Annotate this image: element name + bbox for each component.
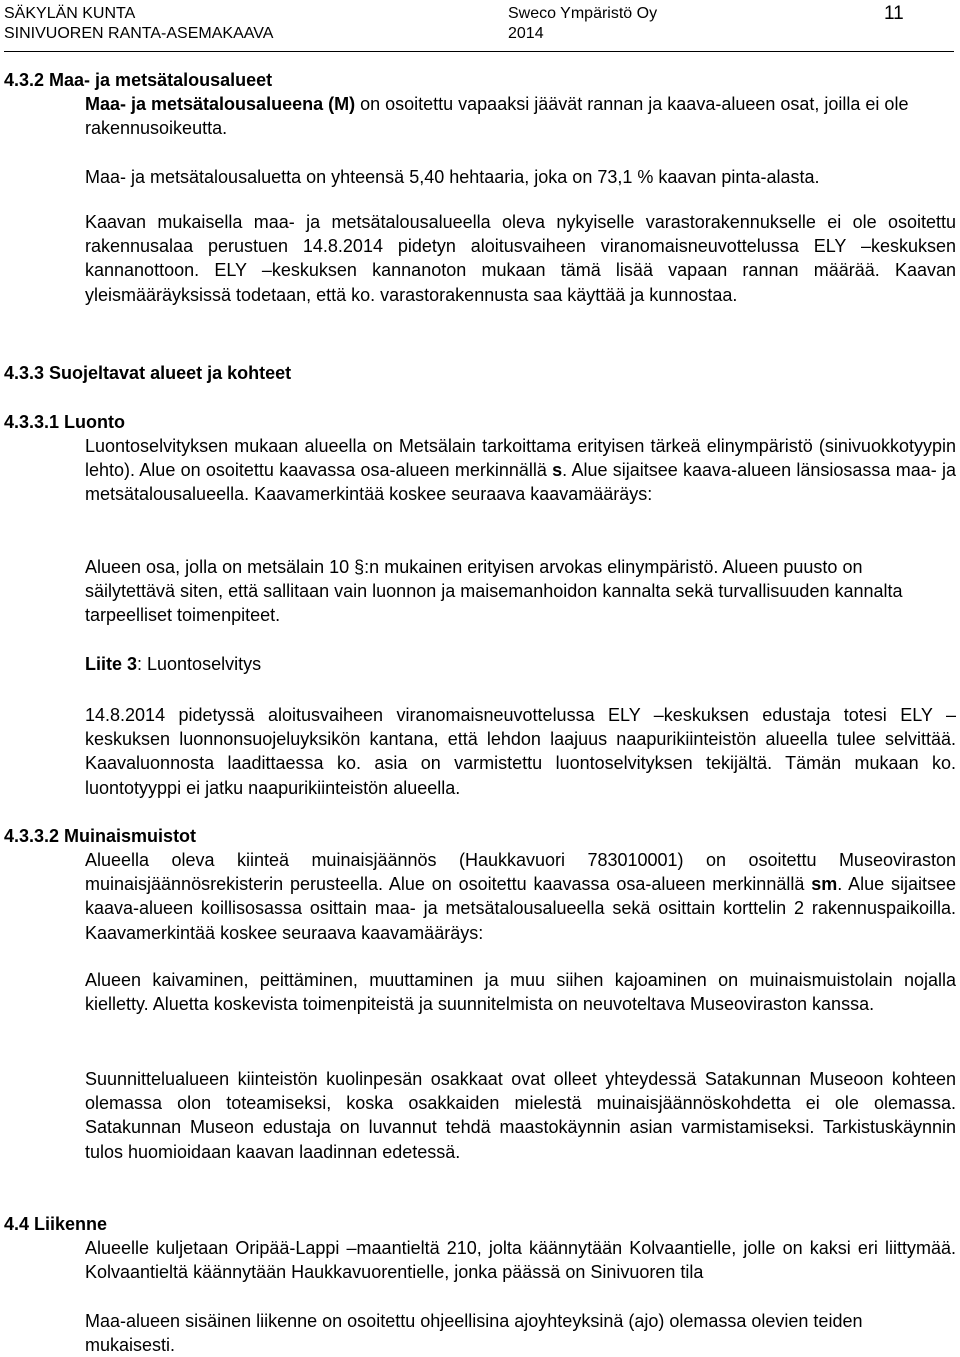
paragraph-4-3-3-1-negotiation: 14.8.2014 pidetyssä aloitusvaiheen viranomaisneuvottelussa ELY –keskuksen edustaja totesi ELY –keskuksen luonnonsuojeluyksikön kantana, että lehdon laajuus naapurikiinteistön alueella tulee selvittää. Kaavaluonnosta laadittaessa ko. asia on varmistettu luontoselvityksen tekijältä. Tämän mukaan ko. luontotyyppi ei jatku naapurikiinteistön alueella. xyxy=(85,705,956,798)
paragraph-4-3-3-2-regulation: Alueen kaivaminen, peittäminen, muuttaminen ja muu siihen kajoaminen on muinaismuistolain nojalla kielletty. Aluetta koskevista toimenpiteistä ja suunnitelmista on neuvoteltava Museoviraston kanssa. xyxy=(85,970,956,1015)
consultant-name: Sweco Ympäristö Oy xyxy=(508,5,658,22)
section-heading-4-3-3: 4.3.3 Suojeltavat alueet ja kohteet xyxy=(4,363,292,383)
appendix-title: : Luontoselvitys xyxy=(137,654,262,674)
paragraph-4-3-2-intro xyxy=(85,92,956,140)
paragraph-text: . Alue sijaitsee kaava-alueen länsiosassa maa- ja metsätalousalueella. Kaavamerkintää koskee seuraava kaavamääräys: xyxy=(85,460,956,505)
paragraph-text: . Alue sijaitsee kaava-alueen koillisosassa osittain maa- ja metsätalousalueella sekä osittain korttelin 2 rakennuspaikoilla. Kaavamerkintää koskee seuraava kaavamääräys: xyxy=(85,874,956,943)
section-heading-4-4: 4.4 Liikenne xyxy=(4,1214,108,1234)
appendix-reference xyxy=(85,652,956,676)
header-left xyxy=(4,4,273,44)
plan-name: SINIVUOREN RANTA-ASEMAKAAVA xyxy=(4,25,274,42)
appendix-label: Liite 3 xyxy=(85,654,138,674)
paragraph-text: on osoitettu vapaaksi jäävät rannan ja kaava-alueen osat, joilla ei ole rakennusoikeutta. xyxy=(85,94,909,139)
section-heading-4-3-3-1: 4.3.3.1 Luonto xyxy=(4,412,126,432)
header-divider xyxy=(4,51,954,52)
paragraph-4-3-3-1-regulation: Alueen osa, jolla on metsälain 10 §:n mukainen erityisen arvokas elinympäristö. Alueen puusto on säilytettävä siten, että sallitaan vain luonnon ja maisemanhoidon kannalta sekä turvallisuuden kannalta tarpeelliset toimenpiteet. xyxy=(85,557,903,626)
section-heading-4-3-2: 4.3.2 Maa- ja metsätalousalueet xyxy=(4,70,273,90)
paragraph-4-3-3-2-museum: Suunnittelualueen kiinteistön kuolinpesän osakkaat ovat olleet yhteydessä Satakunnan Museoon kohteen olemassa olon toteamiseksi, koska osakkaiden mielestä muinaisjäännöskohdetta ei ole olemassa. Satakunnan Museon edustaja on luvannut tehdä maastokäynnin asian varmistamiseksi. Tarkistuskäynnin tulos huomioidaan kaavan laadinnan edetessä. xyxy=(85,1069,956,1162)
municipality-name: SÄKYLÄN KUNTA xyxy=(4,5,136,22)
paragraph-4-4-internal-traffic: Maa-alueen sisäinen liikenne on osoitettu ohjeellisina ajoyhteyksinä (ajo) olemassa olevien teiden mukaisesti. xyxy=(85,1311,863,1356)
paragraph-4-3-2-area: Maa- ja metsätalousaluetta on yhteensä 5,40 hehtaaria, joka on 73,1 % kaavan pinta-alasta. xyxy=(85,167,820,187)
section-heading-4-3-3-2: 4.3.3.2 Muinaismuistot xyxy=(4,826,197,846)
paragraph-4-3-2-storage: Kaavan mukaisella maa- ja metsätalousalueella oleva nykyiselle varastorakennukselle ei ole osoitettu rakennusalaa perustuen 14.8.2014 pidetyn aloitusvaiheen viranomaisneuvottelussa ELY –keskuksen kannanottoon. ELY –keskuksen kannanoton mukaan tämä lisää vapaan rannan määrää. Kaavan yleismääräyksissä todetaan, että ko. varastorakennusta saa käyttää ja kunnostaa. xyxy=(85,212,956,305)
page-number: 11 xyxy=(884,3,904,24)
term-sm: sm xyxy=(811,874,838,895)
header-center xyxy=(508,4,657,44)
term-m-area: Maa- ja metsätalousalueena (M) xyxy=(85,94,356,114)
paragraph-4-3-3-2-intro xyxy=(85,848,956,945)
paragraph-4-4-access: Alueelle kuljetaan Oripää-Lappi –maantieltä 210, jolta käännytään Kolvaantielle, jolle on kaksi eri liittymää. Kolvaantieltä käännytään Haukkavuorentielle, jonka päässä on Sinivuoren tila xyxy=(85,1238,956,1283)
term-s: s xyxy=(552,460,563,481)
paragraph-text: Alueella oleva kiinteä muinaisjäännös (Haukkavuori 783010001) on osoitettu Museoviraston muinaisjäännösrekisterin perusteella. Alue on osoitettu kaavassa osa-alueen merkinnällä xyxy=(85,850,956,895)
document-year: 2014 xyxy=(508,25,544,42)
paragraph-4-3-3-1-intro xyxy=(85,434,956,507)
paragraph-text: Luontoselvityksen mukaan alueella on Metsälain tarkoittama erityisen tärkeä elinympäristö (sinivuokkotyypin lehto). Alue on osoitettu kaavassa osa-alueen merkinnällä xyxy=(85,436,956,481)
